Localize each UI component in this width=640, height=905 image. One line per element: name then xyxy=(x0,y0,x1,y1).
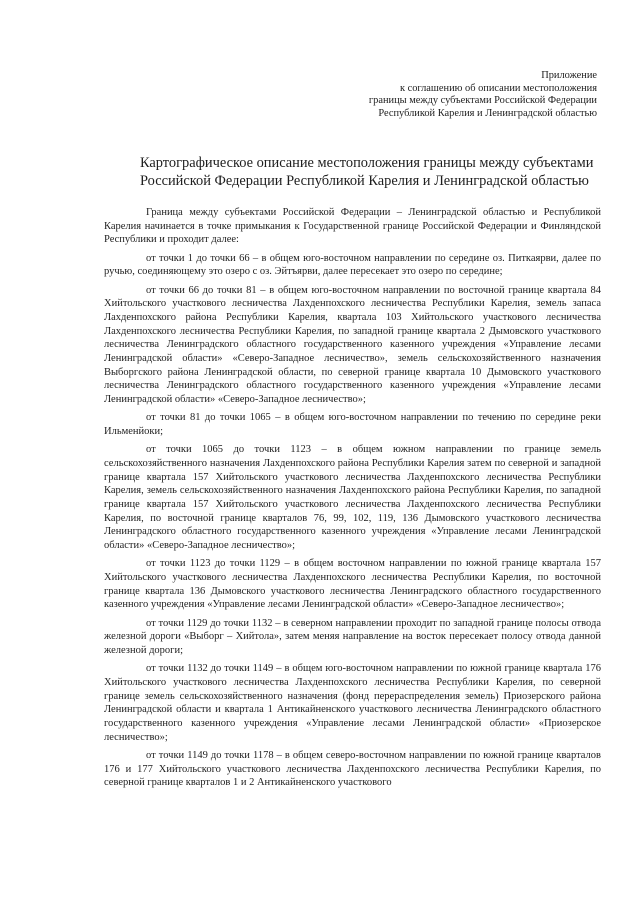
title-line: Картографическое описание местоположения границы между субъектами xyxy=(140,155,594,171)
body-paragraph: Граница между субъектами Российской Федерации – Ленинградской областью и Республикой Карелия начинается в точке примыкания к Государственной границе Российской Федерации и Финляндской Республики и проходит далее: xyxy=(104,207,601,246)
annex-line: границы между субъектами Российской Федерации xyxy=(368,95,597,107)
body-paragraph: от точки 1 до точки 66 – в общем юго-восточном направлении по середине оз. Питкаярви, далее по ручью, соединяющему это озеро с оз. Эйтъярви, далее пересекает это озеро по середине; xyxy=(104,252,601,278)
title-line: Российской Федерации Республикой Карелия и Ленинградской областью xyxy=(140,172,589,189)
body-paragraph: от точки 81 до точки 1065 – в общем юго-восточном направлении по течению по середине реки Ильменйоки; xyxy=(104,412,601,438)
annex-header xyxy=(297,70,597,120)
body-paragraph: от точки 1129 до точки 1132 – в северном направлении проходит по западной границе полосы отвода железной дороги «Выборг – Хийтола», затем меняя направление на восток пересекает полосу отвода данной железной дороги; xyxy=(104,617,601,657)
annex-line: Республикой Карелия и Ленинградской областью xyxy=(378,107,597,119)
document-title xyxy=(140,155,594,190)
body-paragraph: от точки 66 до точки 81 – в общем юго-восточном направлении по восточной границе квартала 84 Хийтольского участкового лесничества Лахденпохского лесничества Республики Карелия, земель запаса Лахденпохского района Республики Карелия, квартала 103 Хийтольского участкового лесничества Лахденпохского лесничества Республики Карелия, по западной границе квартала 2 Дымовского участкового лесничества Ленинградского областного государственного казенного учреждения «Управление лесами Ленинградской области» «Северо-Западное лесничество», земель сельскохозяйственного назначения Выборгского района Ленинградской области, по северной границе квартала 10 Дымовского участкового лесничества Ленинградского областного государственного казенного учреждения «Управление лесами Ленинградской области» «Северо-Западное лесничество»; xyxy=(104,284,601,406)
body-paragraph: от точки 1123 до точки 1129 – в общем восточном направлении по южной границе квартала 157 Хийтольского участкового лесничества Лахденпохского лесничества Республики Карелия, по восточной границе квартала 136 Дымовского участкового лесничества Ленинградского областного государственного казенного учреждения «Управление лесами Ленинградской области» «Северо-Западное лесничество»; xyxy=(104,558,601,611)
body-paragraph: от точки 1132 до точки 1149 – в общем юго-восточном направлении по южной границе квартала 176 Хийтольского участкового лесничества Лахденпохского лесничества Республики Карелия, по северной границе земель сельскохозяйственного назначения (фонд перераспределения земель) Приозерского района Ленинградской области и квартала 1 Антикайненского участкового лесничества Ленинградского областного государственного казенного учреждения «Управление лесами Ленинградской области» «Приозерское лесничество»; xyxy=(104,663,601,743)
annex-line: к соглашению об описании местоположения xyxy=(399,82,597,94)
body-paragraph: от точки 1065 до точки 1123 – в общем южном направлении по границе земель сельскохозяйственного назначения Лахденпохского района Республики Карелия затем по северной и западной границе квартала 157 Хийтольского участкового лесничества Лахденпохского лесничества Республики Карелия, земель сельскохозяйственного назначения Лахденпохского района Республики Карелия, по западной границе квартала 157 Хийтольского участкового лесничества Лахденпохского лесничества Республики Карелия, по восточной границе кварталов 76, 99, 102, 119, 136 Дымовского участкового лесничества Ленинградского областного государственного казенного учреждения «Управление лесами Ленинградской области» «Северо-Западное лесничество»; xyxy=(104,444,601,552)
annex-line: Приложение xyxy=(541,70,597,81)
body-paragraph: от точки 1149 до точки 1178 – в общем северо-восточном направлении по южной границе кварталов 176 и 177 Хийтольского участкового лесничества Лахденпохского лесничества Республики Карелия, по северной границе кварталов 1 и 2 Антикайненского участкового xyxy=(104,750,601,789)
document-body xyxy=(104,206,601,790)
